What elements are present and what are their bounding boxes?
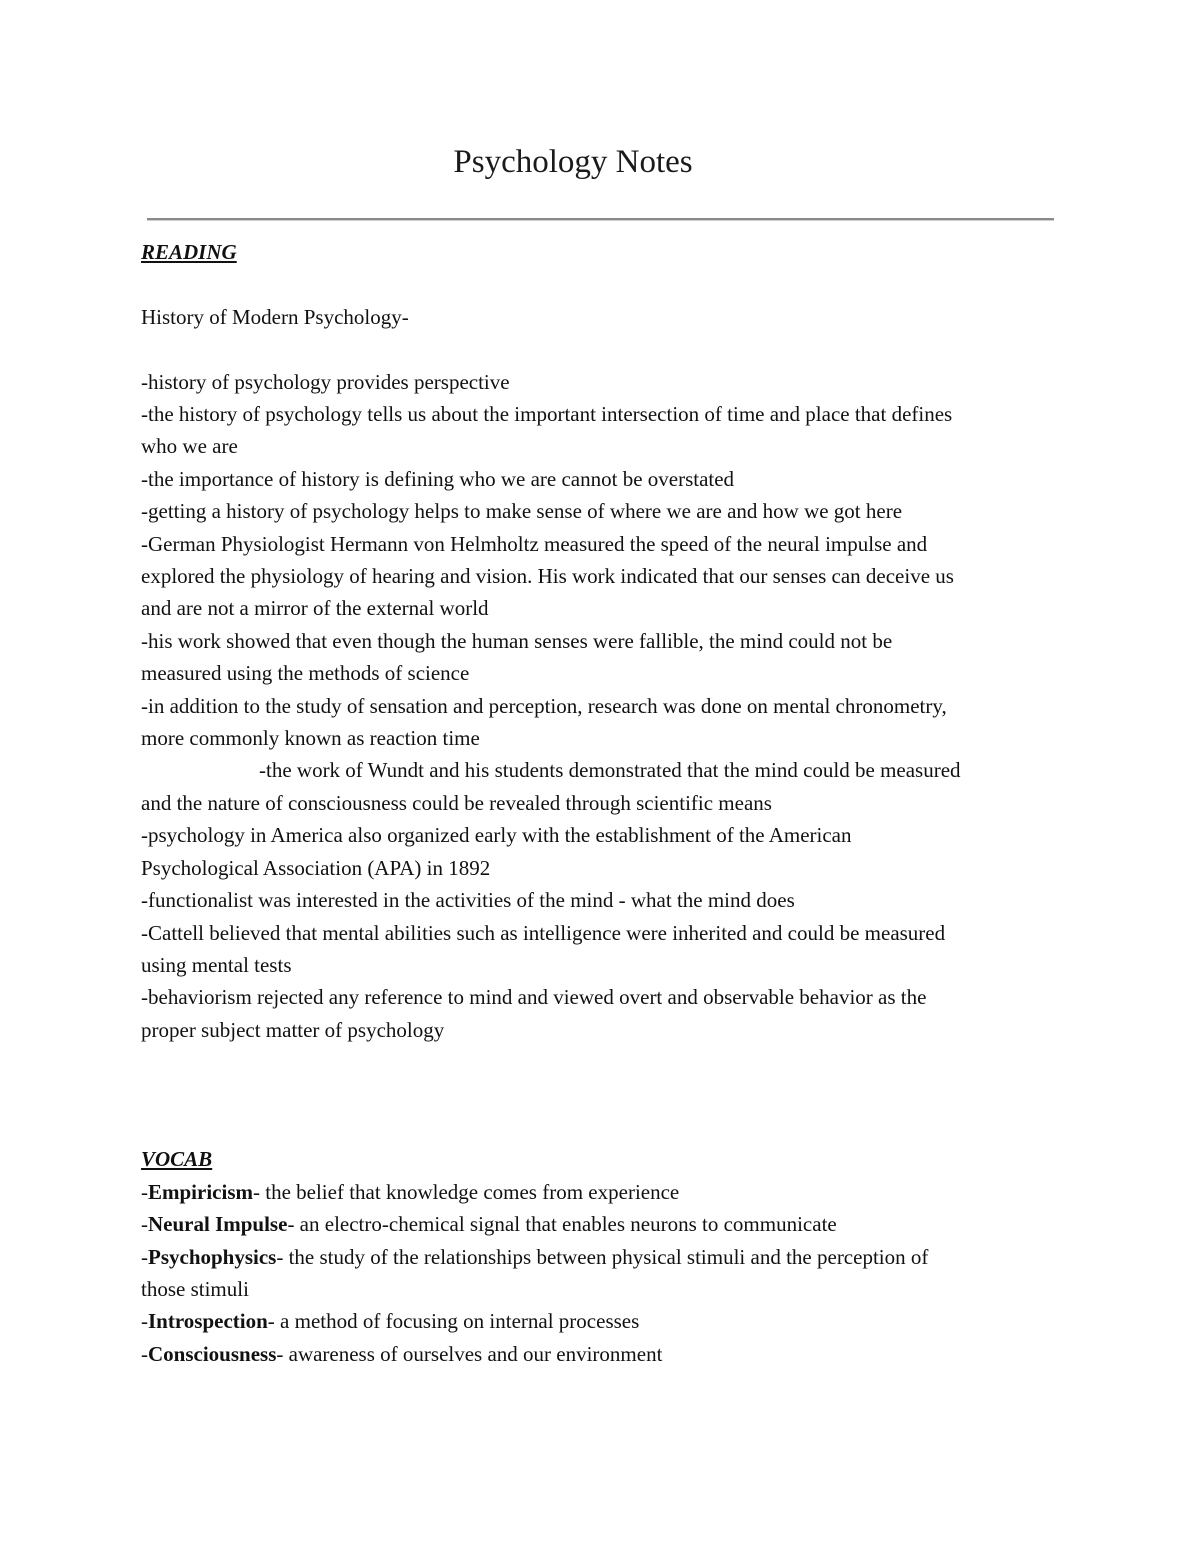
vocab-entry (141, 1241, 1066, 1273)
reading-line: -in addition to the study of sensation and perception, research was done on mental chronometry, (141, 693, 947, 718)
vocab-term: Consciousness (148, 1341, 277, 1366)
vocab-entry (141, 1176, 1066, 1208)
reading-line: -functionalist was interested in the activities of the mind - what the mind does (141, 888, 795, 913)
reading-line: Psychological Association (APA) in 1892 (141, 855, 491, 880)
title-divider (147, 218, 1054, 221)
reading-line-indented: -the work of Wundt and his students demonstrated that the mind could be measured (259, 758, 961, 783)
reading-line: -Cattell believed that mental abilities such as intelligence were inherited and could be measured (141, 920, 946, 945)
reading-line: more commonly known as reaction time (141, 726, 480, 751)
reading-line: using mental tests (141, 952, 292, 977)
reading-line: proper subject matter of psychology (141, 1017, 445, 1042)
vocab-prefix: - (141, 1309, 148, 1334)
reading-line: and the nature of consciousness could be revealed through scientific means (141, 790, 772, 815)
page-title: Psychology Notes (453, 144, 693, 180)
spacer (141, 1079, 1066, 1111)
vocab-term: Psychophysics (148, 1244, 277, 1269)
reading-line: -the importance of history is defining who we are cannot be overstated (141, 466, 735, 491)
vocab-definition: - the study of the relationships between physical stimuli and the perception of (276, 1244, 929, 1269)
reading-heading: READING (141, 240, 237, 264)
reading-line: -his work showed that even though the human senses were fallible, the mind could not be (141, 628, 893, 653)
notes-content (141, 236, 1066, 1370)
vocab-prefix: - (141, 1179, 148, 1204)
vocab-prefix: - (141, 1244, 148, 1269)
reading-subtitle: History of Modern Psychology- (141, 304, 409, 329)
vocab-continuation: those stimuli (141, 1276, 249, 1301)
vocab-entry (141, 1338, 1066, 1370)
vocab-prefix: - (141, 1212, 148, 1237)
vocab-term: Neural Impulse (148, 1212, 288, 1237)
spacer (141, 333, 1066, 365)
vocab-term: Introspection (148, 1309, 268, 1334)
reading-line: -German Physiologist Hermann von Helmholtz measured the speed of the neural impulse and (141, 531, 928, 556)
vocab-definition: - a method of focusing on internal processes (267, 1309, 640, 1334)
reading-line: -history of psychology provides perspective (141, 369, 510, 394)
vocab-prefix: - (141, 1341, 148, 1366)
reading-line: explored the physiology of hearing and vision. His work indicated that our senses can deceive us (141, 564, 954, 589)
vocab-definition: - awareness of ourselves and our environment (276, 1341, 663, 1366)
reading-line: -getting a history of psychology helps to make sense of where we are and how we got here (141, 499, 903, 524)
vocab-definition: - the belief that knowledge comes from experience (253, 1179, 680, 1204)
vocab-entry (141, 1305, 1066, 1337)
vocab-term: Empiricism (148, 1179, 253, 1204)
spacer (141, 268, 1066, 300)
reading-line: and are not a mirror of the external world (141, 596, 489, 621)
reading-line: measured using the methods of science (141, 661, 470, 686)
reading-line: -psychology in America also organized early with the establishment of the American (141, 823, 852, 848)
vocab-definition: - an electro-chemical signal that enables neurons to communicate (287, 1212, 837, 1237)
reading-line: who we are (141, 434, 238, 459)
reading-line: -behaviorism rejected any reference to mind and viewed overt and observable behavior as the (141, 985, 927, 1010)
spacer (141, 1046, 1066, 1078)
spacer (141, 1111, 1066, 1143)
vocab-heading: VOCAB (141, 1147, 213, 1172)
reading-line: -the history of psychology tells us about the important intersection of time and place that defines (141, 402, 953, 426)
vocab-entry (141, 1208, 1066, 1240)
